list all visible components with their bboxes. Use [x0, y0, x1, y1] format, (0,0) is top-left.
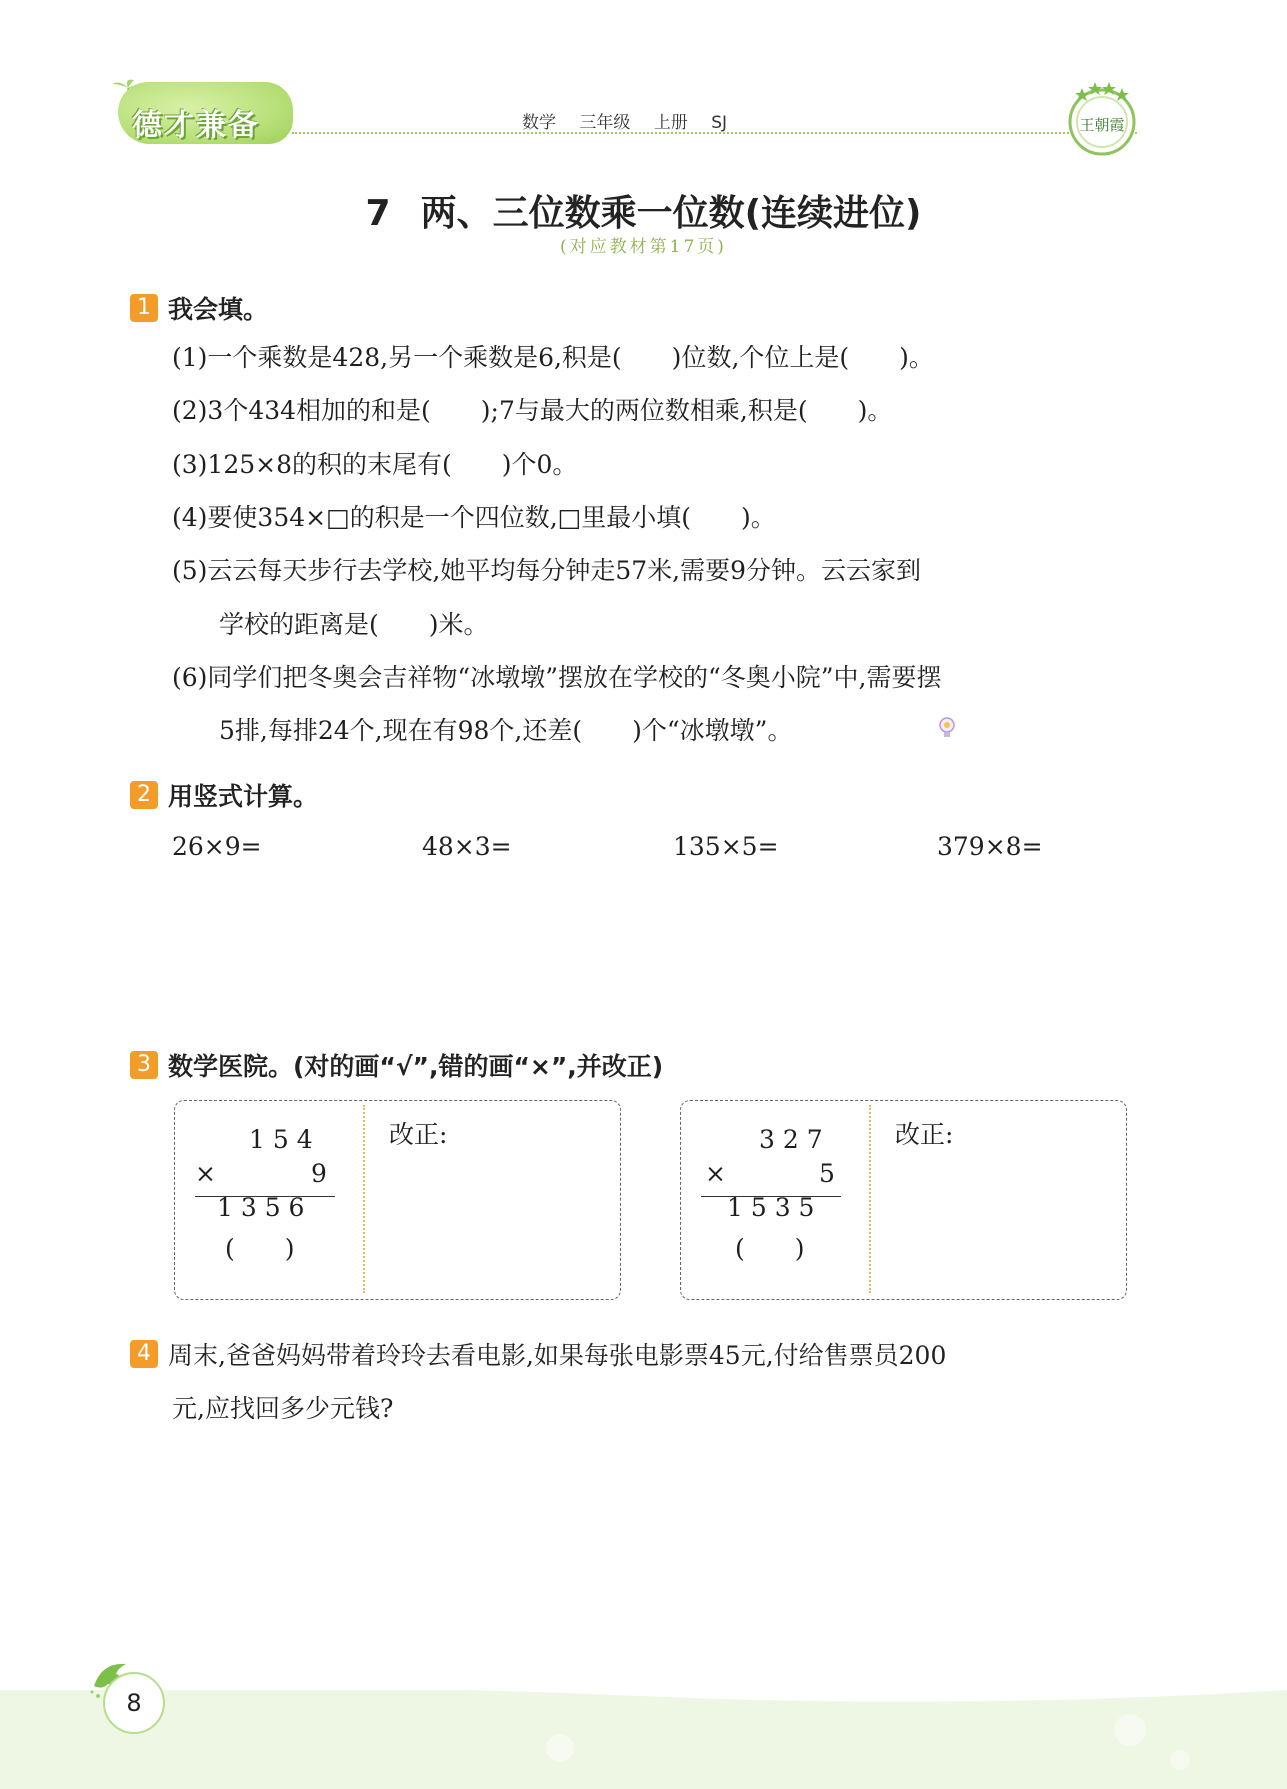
footer-decoration — [0, 1690, 1287, 1789]
product: 1 3 5 6 — [217, 1193, 305, 1222]
section-badge: 3 — [130, 1051, 158, 1079]
calc-problem-4: 379×8= — [937, 832, 1043, 861]
lesson-title — [0, 185, 1287, 236]
section-title: 数学医院。(对的画“√”,错的画“×”,并改正) — [168, 1052, 664, 1081]
multiply-sign: × — [195, 1159, 216, 1188]
book-info — [522, 108, 745, 133]
section-title: 我会填。 — [168, 295, 269, 324]
brand-logo-text: 德才兼备 — [132, 108, 260, 143]
section-badge: 1 — [130, 294, 158, 322]
calc-problem-1: 26×9= — [172, 832, 262, 861]
section-1-heading — [130, 290, 268, 326]
word-problem-line1: 周末,爸爸妈妈带着玲玲去看电影,如果每张电影票45元,付给售票员200 — [168, 1341, 947, 1370]
book-grade: 三年级 — [579, 113, 631, 133]
lesson-title-text: 两、三位数乘一位数(连续进位) — [420, 193, 922, 234]
multiplicand: 3 2 7 — [759, 1125, 823, 1154]
section-badge: 2 — [130, 781, 158, 809]
lesson-number: 7 — [365, 193, 391, 234]
math-hospital-case-2 — [680, 1100, 1127, 1300]
correction-label: 改正: — [895, 1120, 954, 1149]
fill-question-3: (3)125×8的积的末尾有( )个0。 — [172, 450, 578, 479]
fill-question-5-line2: 学校的距离是( )米。 — [219, 610, 489, 639]
fill-question-2: (2)3个434相加的和是( );7与最大的两位数相乘,积是( )。 — [172, 396, 893, 425]
section-2-heading — [130, 777, 318, 813]
lightbulb-icon — [938, 716, 956, 740]
judgement-blank: ( ) — [735, 1234, 805, 1263]
fill-question-6-line1: (6)同学们把冬奥会吉祥物“冰墩墩”摆放在学校的“冬奥小院”中,需要摆 — [172, 663, 942, 692]
math-hospital-case-1 — [174, 1100, 621, 1300]
page-number: 8 — [103, 1672, 165, 1734]
correction-label: 改正: — [389, 1120, 448, 1149]
fill-question-6-line2: 5排,每排24个,现在有98个,还差( )个“冰墩墩”。 — [219, 716, 793, 745]
calc-problem-3: 135×5= — [673, 832, 779, 861]
calc-problem-2: 48×3= — [422, 832, 512, 861]
dotted-divider — [869, 1105, 871, 1293]
svg-text:王朝霞: 王朝霞 — [1079, 116, 1125, 134]
multiply-sign: × — [705, 1159, 726, 1188]
judgement-blank: ( ) — [225, 1234, 295, 1263]
multiplicand: 1 5 4 — [249, 1125, 313, 1154]
multiplier: 5 — [819, 1159, 835, 1188]
fill-question-5-line1: (5)云云每天步行去学校,她平均每分钟走57米,需要9分钟。云云家到 — [172, 556, 922, 585]
section-3-heading — [130, 1047, 663, 1083]
section-badge: 4 — [130, 1340, 158, 1368]
multiplier: 9 — [311, 1159, 327, 1188]
dotted-divider — [363, 1105, 365, 1293]
fill-question-1: (1)一个乘数是428,另一个乘数是6,积是( )位数,个位上是( )。 — [172, 343, 934, 372]
book-volume: 上册 — [653, 113, 688, 133]
word-problem-line2: 元,应找回多少元钱? — [172, 1394, 394, 1423]
section-title: 用竖式计算。 — [168, 782, 319, 811]
product: 1 5 3 5 — [727, 1193, 815, 1222]
author-seal-logo — [1062, 78, 1142, 164]
lesson-subtitle: (对应教材第17页) — [560, 237, 727, 257]
fill-question-4: (4)要使354×□的积是一个四位数,□里最小填( )。 — [172, 503, 776, 532]
section-4-heading — [130, 1336, 946, 1372]
book-edition: SJ — [711, 113, 728, 133]
book-subject: 数学 — [522, 113, 556, 133]
